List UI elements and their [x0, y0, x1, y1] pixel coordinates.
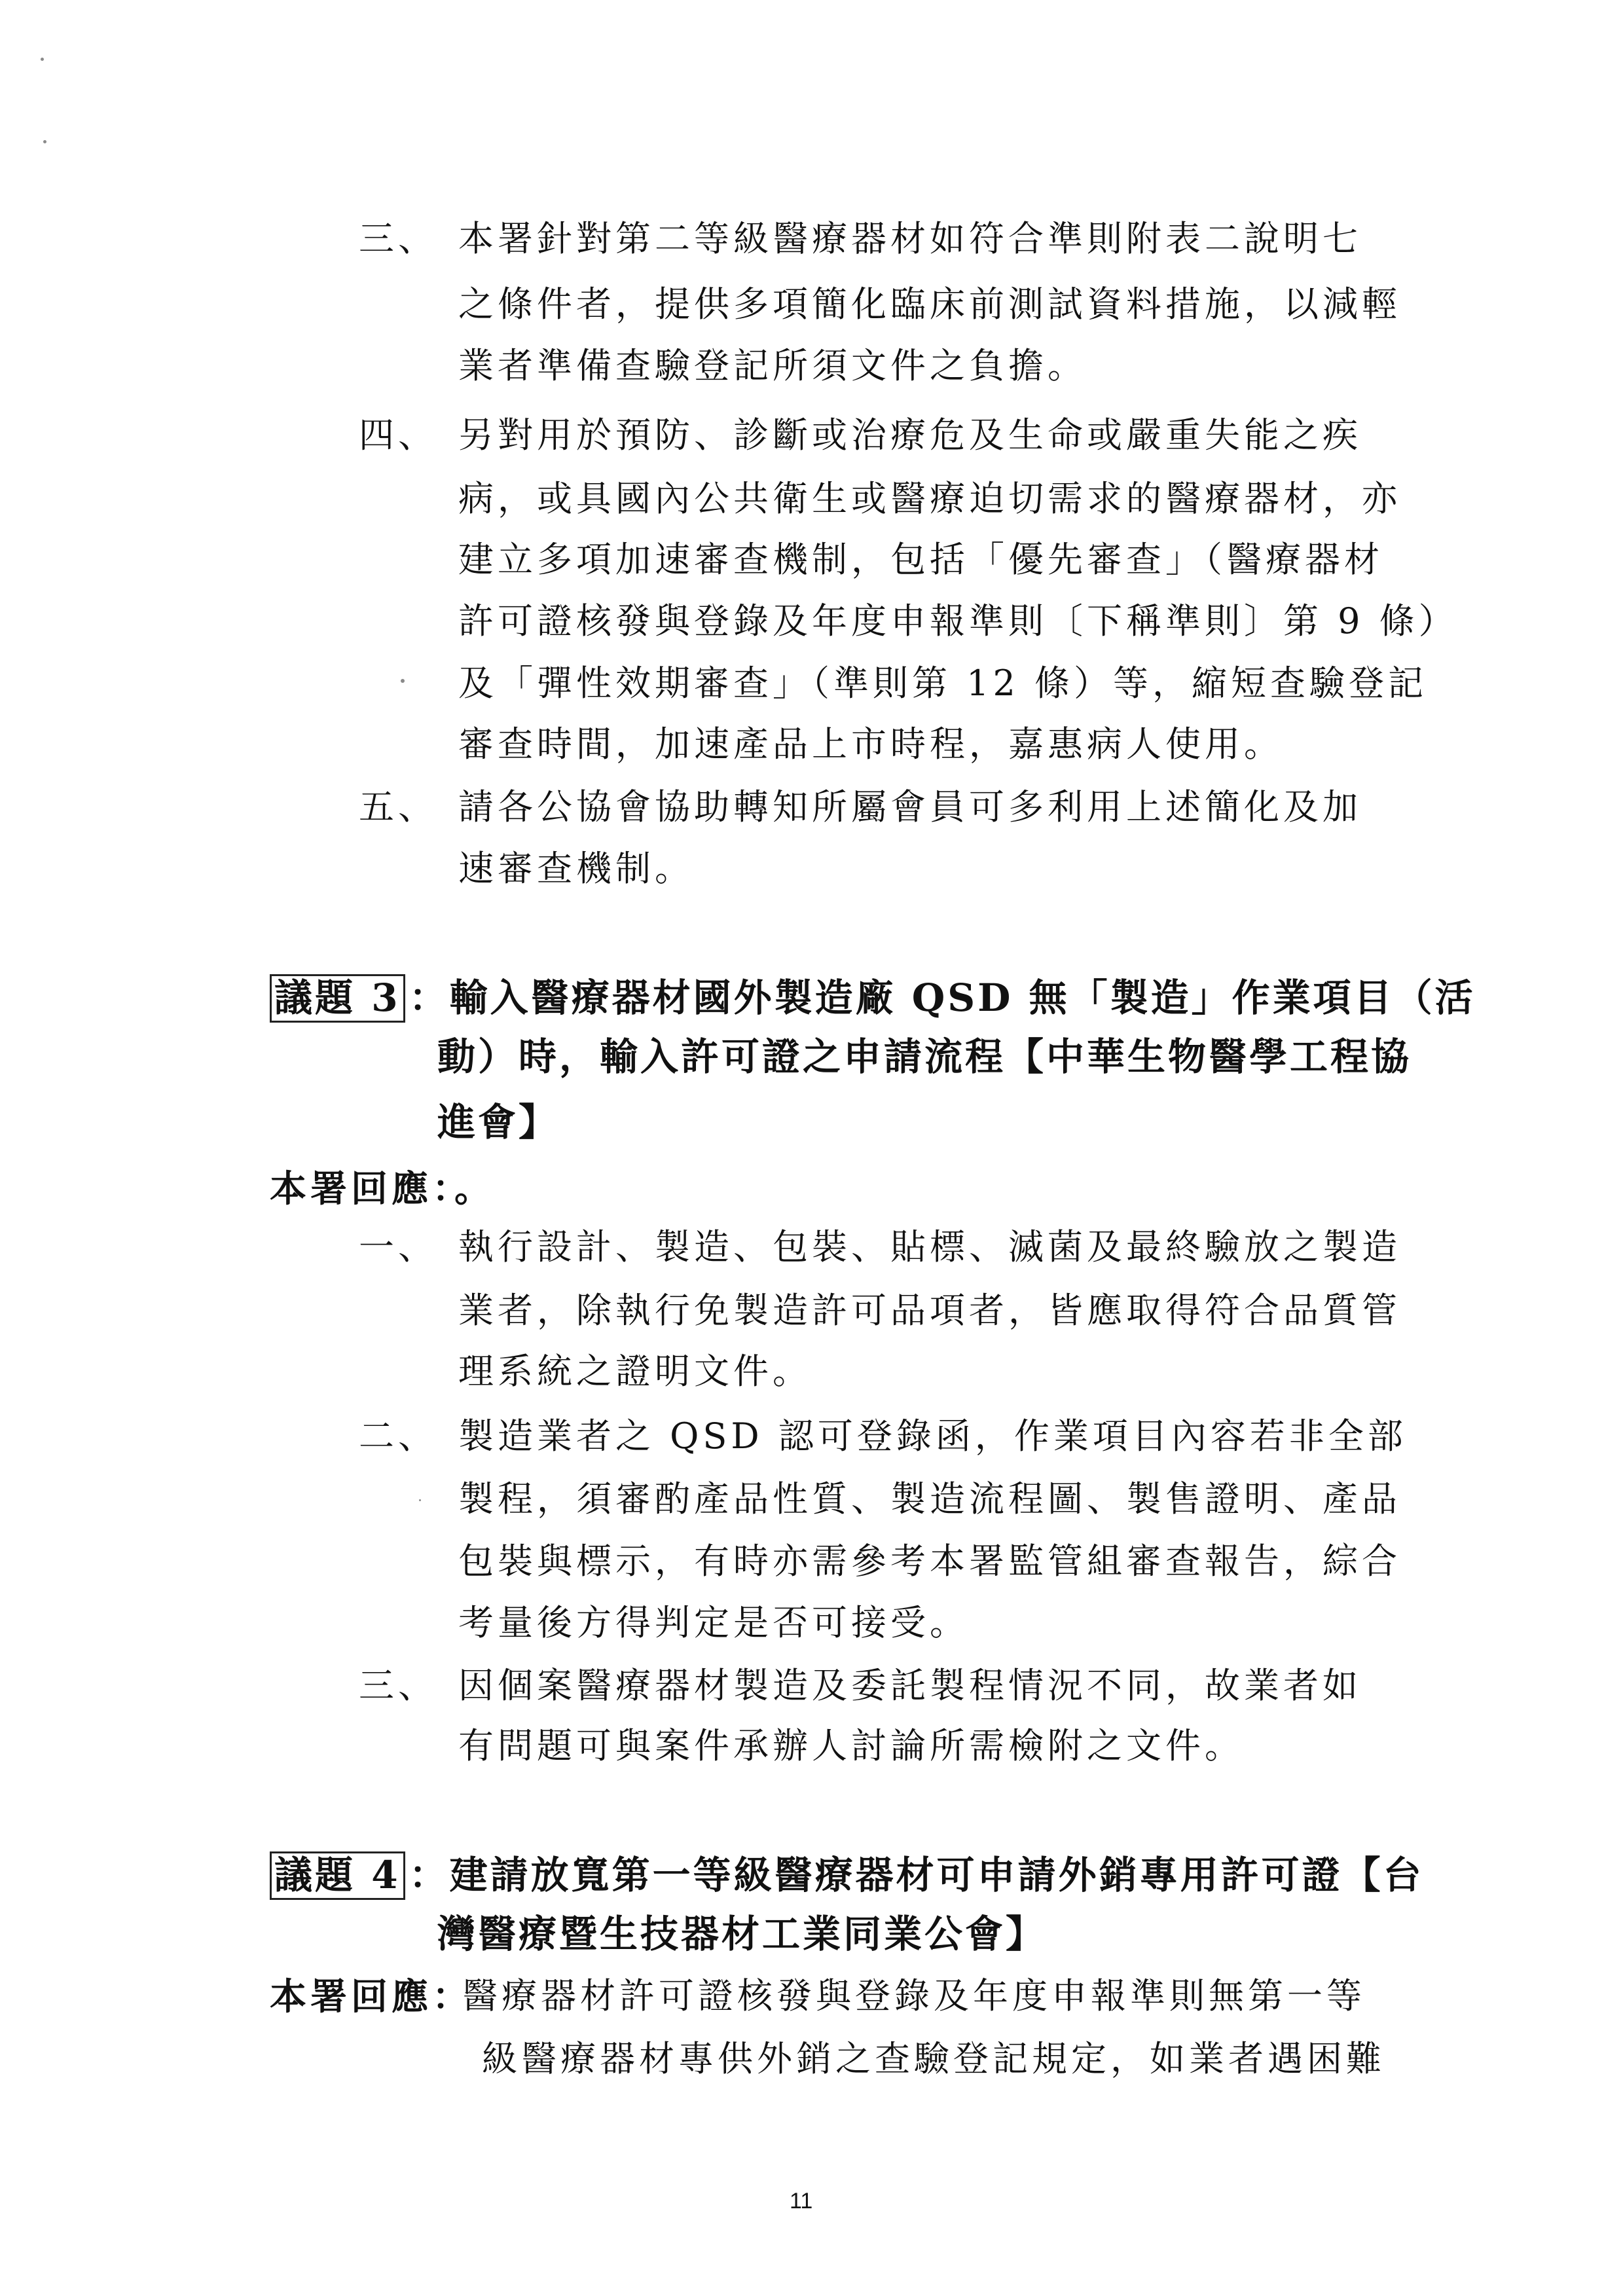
item-marker: 五、: [359, 786, 437, 828]
item-line: 請各公協會協助轉知所屬會員可多利用上述簡化及加: [458, 786, 1362, 828]
item-line: 理系統之證明文件。: [458, 1351, 812, 1392]
item-line: 另對用於預防、診斷或治療危及生命或嚴重失能之疾: [458, 414, 1362, 456]
item-line: 包裝與標示，有時亦需參考本署監管組審查報告，綜合: [458, 1540, 1401, 1582]
item-marker: 一、: [359, 1226, 437, 1267]
item-line: 製造業者之 QSD 認可登錄函，作業項目內容若非全部: [458, 1415, 1407, 1457]
response-label: 本署回應：: [270, 1975, 473, 2018]
response-line: 醫療器材許可證核發與登錄及年度申報準則無第一等: [462, 1975, 1366, 2016]
item-line: 執行設計、製造、包裝、貼標、滅菌及最終驗放之製造: [458, 1226, 1401, 1267]
topic-3-label: 議題 3: [270, 974, 405, 1023]
item-line: 速審查機制。: [458, 848, 694, 889]
item-line: 審查時間，加速產品上市時程，嘉惠病人使用。: [458, 723, 1283, 765]
item-line: 考量後方得判定是否可接受。: [458, 1602, 969, 1643]
item-line: 業者準備查驗登記所須文件之負擔。: [458, 345, 1087, 386]
item-line: 製程，須審酌產品性質、製造流程圖、製售證明、產品: [458, 1478, 1401, 1520]
item-line: 及「彈性效期審查」（準則第 12 條）等，縮短查驗登記: [458, 663, 1428, 704]
item-marker: 二、: [359, 1415, 437, 1457]
response-label: 本署回應：。: [270, 1167, 495, 1211]
topic-3-title-line: 進會】: [437, 1100, 560, 1144]
topic-4-title-line: 灣醫療暨生技器材工業同業公會】: [437, 1912, 1047, 1956]
topic-3-title-line: ：輸入醫療器材國外製造廠 QSD 無「製造」作業項目（活: [409, 975, 1476, 1020]
topic-4-title: [270, 1851, 1424, 1900]
item-marker: 三、: [359, 1665, 437, 1706]
topic-3-title: [270, 974, 1476, 1023]
item-marker: 三、: [359, 218, 437, 259]
item-line: 業者，除執行免製造許可品項者，皆應取得符合品質管: [458, 1290, 1401, 1331]
item-line: 許可證核發與登錄及年度申報準則〔下稱準則〕第 9 條）: [458, 600, 1458, 642]
page-number: 11: [790, 2189, 813, 2214]
scan-speck: [43, 140, 46, 143]
topic-4-title-line: ：建請放寬第一等級醫療器材可申請外銷專用許可證【台: [409, 1853, 1424, 1897]
item-line: 因個案醫療器材製造及委託製程情況不同，故業者如: [458, 1665, 1362, 1706]
scan-speck: [419, 1499, 421, 1501]
item-marker: 四、: [359, 414, 437, 456]
item-line: 有問題可與案件承辦人討論所需檢附之文件。: [458, 1725, 1244, 1766]
item-line: 建立多項加速審查機制，包括「優先審查」（醫療器材: [458, 539, 1383, 580]
response-line: 級醫療器材專供外銷之查驗登記規定，如業者遇困難: [482, 2038, 1385, 2079]
scan-speck: [401, 679, 405, 683]
topic-4-label: 議題 4: [270, 1851, 405, 1900]
item-line: 病，或具國內公共衛生或醫療迫切需求的醫療器材，亦: [458, 478, 1401, 519]
item-line: 之條件者，提供多項簡化臨床前測試資料措施，以減輕: [458, 283, 1401, 325]
topic-3-title-line: 動）時，輸入許可證之申請流程【中華生物醫學工程協: [437, 1034, 1412, 1079]
item-line: 本署針對第二等級醫療器材如符合準則附表二說明七: [458, 218, 1362, 259]
scan-speck: [41, 58, 44, 61]
